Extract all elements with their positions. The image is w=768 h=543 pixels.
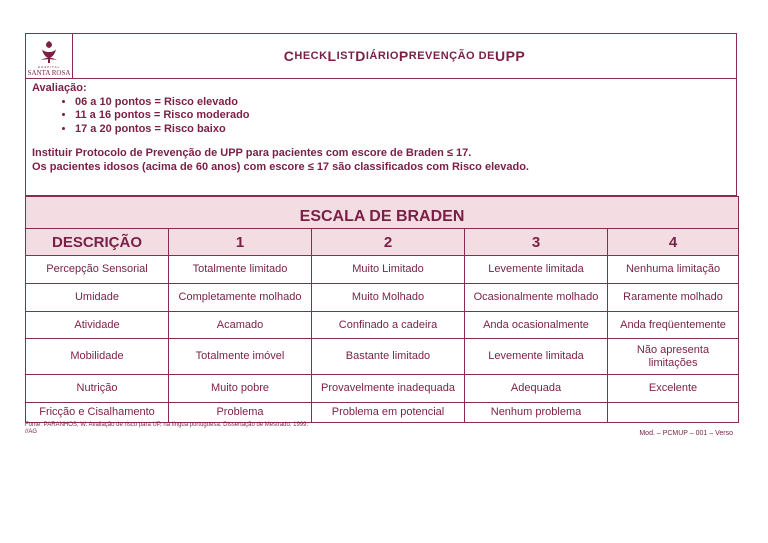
table-row — [26, 284, 739, 312]
row-description: Nutrição — [26, 375, 169, 403]
table-row — [26, 403, 739, 423]
evaluation-item: • 17 a 20 pontos = Risco baixo — [75, 123, 730, 137]
column-header: 1 — [169, 229, 312, 256]
logo-subtitle: HOSPITAL — [37, 65, 61, 69]
title-part: P — [398, 48, 409, 64]
form-code: Mod. – PCMUP – 001 – Verso — [639, 430, 733, 437]
footer — [25, 422, 737, 436]
row-description: Fricção e Cisalhamento — [26, 403, 169, 423]
title-part: C — [283, 48, 295, 64]
row-description: Umidade — [26, 284, 169, 312]
score-cell: Provavelmente inadequada — [312, 375, 465, 403]
score-cell: Anda freqüentemente — [608, 312, 739, 339]
row-description: Percepção Sensorial — [26, 256, 169, 284]
title-part: IST — [336, 50, 356, 62]
header — [25, 33, 737, 79]
score-cell: Anda ocasionalmente — [465, 312, 608, 339]
hospital-logo — [26, 34, 73, 78]
table-row — [26, 312, 739, 339]
evaluation-item: • 06 a 10 pontos = Risco elevado — [75, 96, 730, 110]
source-note: Fonte: PARANHOS, W. Avaliação de risco para UP, na língua portuguesa. Dissertação de Mestrado. 1999. — [25, 422, 309, 428]
score-cell: Nenhuma limitação — [608, 256, 739, 284]
score-cell: Levemente limitada — [465, 339, 608, 375]
column-header: 3 — [465, 229, 608, 256]
evaluation-item: • 11 a 16 pontos = Risco moderado — [75, 109, 730, 123]
rose-emblem-icon — [36, 39, 62, 65]
score-cell: Confinado a cadeira — [312, 312, 465, 339]
braden-scale-table — [25, 196, 739, 423]
table-row — [26, 339, 739, 375]
table-row — [26, 256, 739, 284]
logo-name: SANTA ROSA — [27, 69, 71, 77]
title-part: UPP — [494, 48, 526, 64]
score-cell: Acamado — [169, 312, 312, 339]
evaluation-heading: Avaliação: — [32, 82, 87, 94]
scale-body — [26, 256, 739, 423]
score-cell: Não apresenta limitações — [608, 339, 739, 375]
score-cell: Ocasionalmente molhado — [465, 284, 608, 312]
score-cell: Bastante limitado — [312, 339, 465, 375]
score-cell: Totalmente limitado — [169, 256, 312, 284]
score-cell: Levemente limitada — [465, 256, 608, 284]
protocol-instruction: Instituir Protocolo de Prevenção de UPP para pacientes com escore de Braden ≤ 17. — [32, 147, 472, 159]
score-cell: Problema em potencial — [312, 403, 465, 423]
score-cell: Nenhum problema — [465, 403, 608, 423]
score-cell: Completamente molhado — [169, 284, 312, 312]
title-part: D — [355, 48, 366, 64]
score-cell — [608, 403, 739, 423]
score-cell: Raramente molhado — [608, 284, 739, 312]
title-part: REVENÇÃO DE — [408, 50, 495, 62]
row-description: Mobilidade — [26, 339, 169, 375]
elderly-instruction: Os pacientes idosos (acima de 60 anos) com escore ≤ 17 são classificados com Risco elevado. — [32, 160, 529, 173]
author-initials: //AG — [25, 429, 38, 435]
score-cell: Muito Limitado — [312, 256, 465, 284]
title-part: HECK — [294, 50, 328, 62]
score-cell: Muito Molhado — [312, 284, 465, 312]
row-description: Atividade — [26, 312, 169, 339]
score-cell: Totalmente imóvel — [169, 339, 312, 375]
evaluation-info — [25, 79, 737, 196]
column-header: DESCRIÇÃO — [26, 229, 169, 256]
column-header-row — [26, 229, 739, 256]
table-row — [26, 375, 739, 403]
score-cell: Muito pobre — [169, 375, 312, 403]
column-header: 4 — [608, 229, 739, 256]
score-cell: Adequada — [465, 375, 608, 403]
scale-title: ESCALA DE BRADEN — [26, 197, 739, 229]
title-part: L — [327, 48, 337, 64]
title-part: IÁRIO — [365, 50, 399, 62]
evaluation-list — [32, 96, 730, 137]
score-cell: Excelente — [608, 375, 739, 403]
page-title — [73, 34, 736, 78]
checklist-sheet — [25, 33, 737, 423]
column-header: 2 — [312, 229, 465, 256]
score-cell: Problema — [169, 403, 312, 423]
